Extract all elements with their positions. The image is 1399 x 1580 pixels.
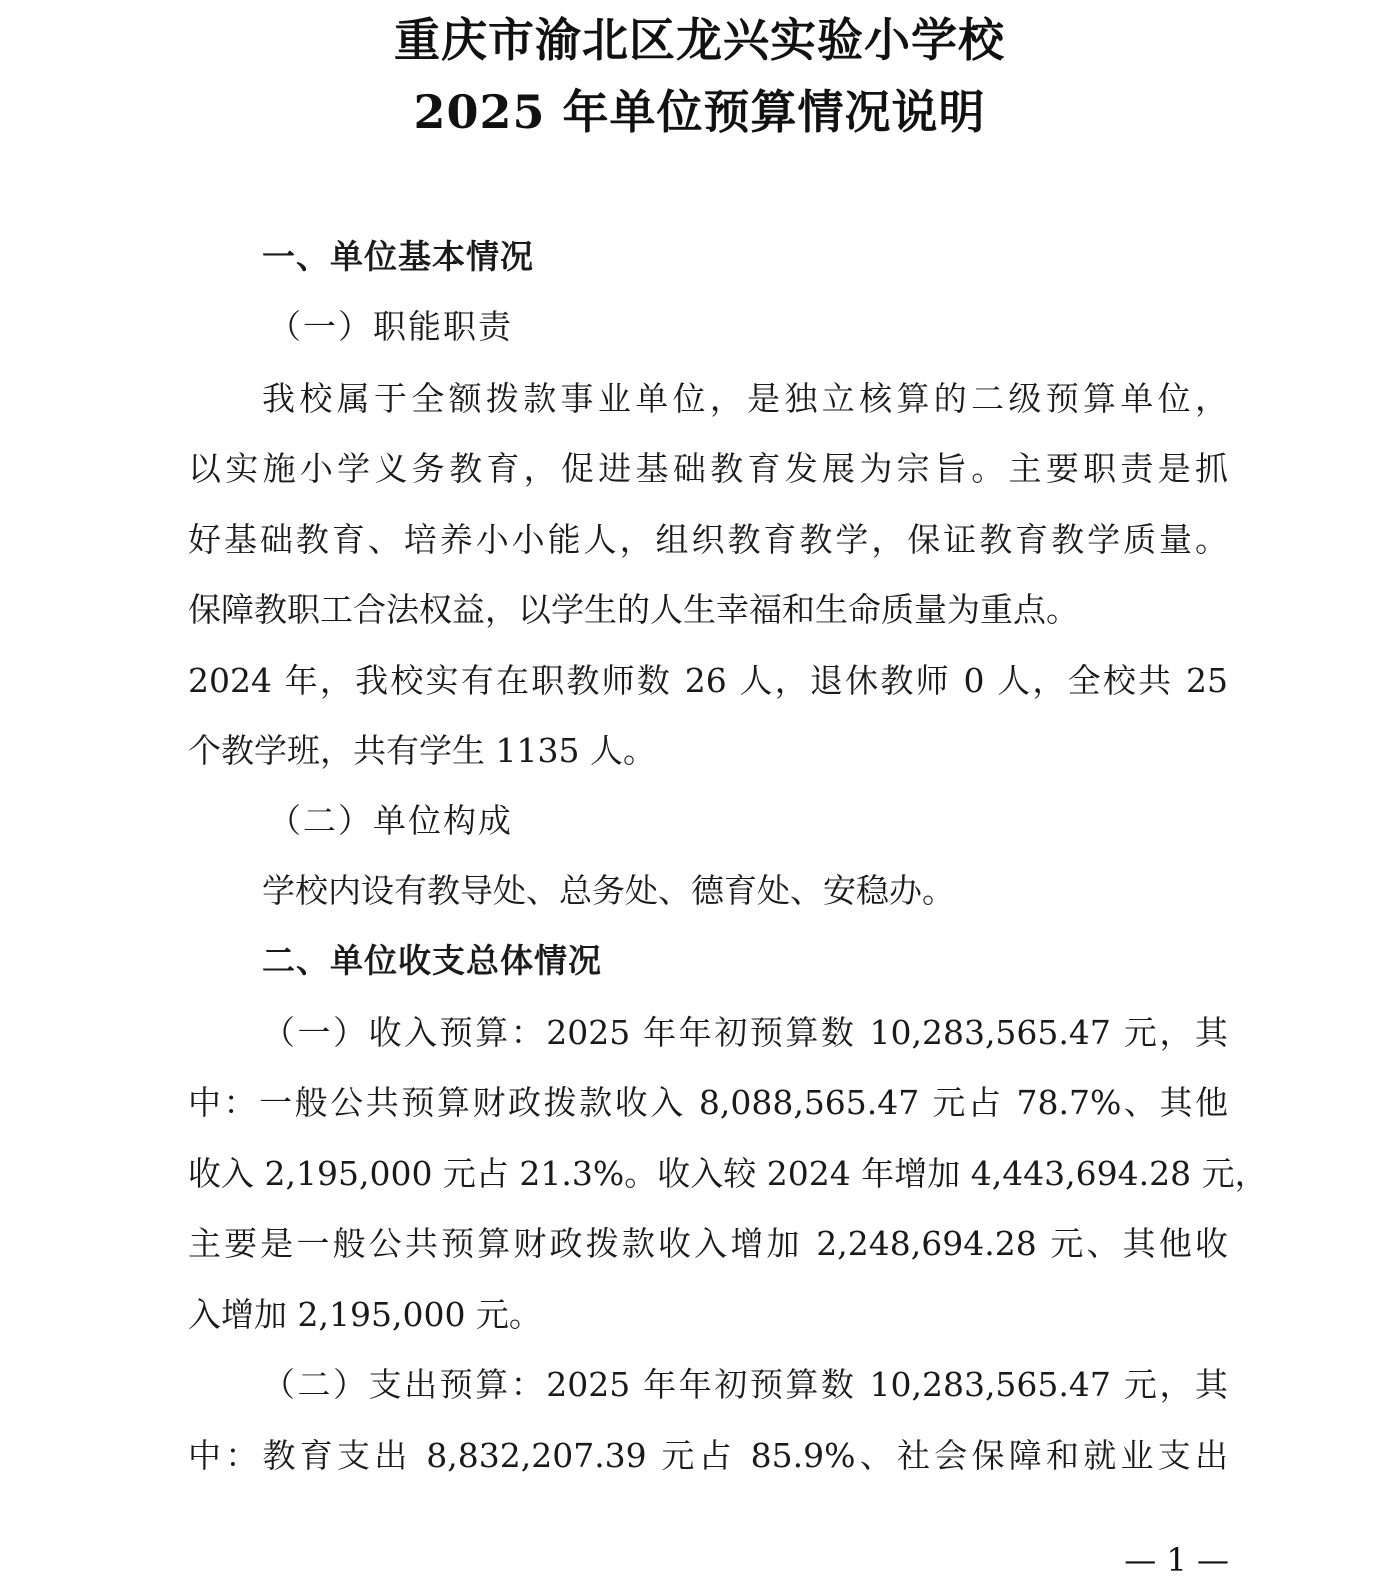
page-number: — 1 — bbox=[1124, 1541, 1229, 1579]
paragraph-line: （一）收入预算：2025 年年初预算数 10,283,565.47 元，其 bbox=[262, 1013, 1228, 1052]
paragraph-line: 入增加 2,195,000 元。 bbox=[188, 1295, 542, 1334]
paragraph-line: 2024 年，我校实有在职教师数 26 人，退休教师 0 人，全校共 25 bbox=[188, 661, 1228, 700]
subsection-heading-structure: （二）单位构成 bbox=[268, 801, 513, 840]
document-title: 重庆市渝北区龙兴实验小学校 bbox=[394, 13, 1005, 67]
paragraph-line: 中：一般公共预算财政拨款收入 8,088,565.47 元占 78.7%、其他 bbox=[188, 1083, 1228, 1122]
paragraph-line: （二）支出预算：2025 年年初预算数 10,283,565.47 元，其 bbox=[262, 1365, 1228, 1404]
paragraph-line: 保障教职工合法权益，以学生的人生幸福和生命质量为重点。 bbox=[188, 590, 1079, 629]
paragraph-line: 以实施小学义务教育，促进基础教育发展为宗旨。主要职责是抓 bbox=[188, 449, 1228, 488]
paragraph-line: 学校内设有教导处、总务处、德育处、安稳办。 bbox=[262, 871, 955, 910]
paragraph-line: 收入 2,195,000 元占 21.3%。收入较 2024 年增加 4,443,694.28 元， bbox=[188, 1154, 1268, 1193]
paragraph-line: 中：教育支出 8,832,207.39 元占 85.9%、社会保障和就业支出 bbox=[188, 1436, 1228, 1475]
subsection-heading-duties: （一）职能职责 bbox=[268, 307, 513, 346]
paragraph-line: 好基础教育、培养小小能人，组织教育教学，保证教育教学质量。 bbox=[188, 520, 1228, 559]
paragraph-line: 主要是一般公共预算财政拨款收入增加 2,248,694.28 元、其他收 bbox=[188, 1224, 1228, 1263]
section-heading-budget-overview: 二、单位收支总体情况 bbox=[262, 941, 602, 980]
paragraph-line: 我校属于全额拨款事业单位，是独立核算的二级预算单位， bbox=[262, 379, 1228, 418]
section-heading-basic-info: 一、单位基本情况 bbox=[262, 237, 534, 276]
document-subtitle: 2025 年单位预算情况说明 bbox=[413, 85, 986, 139]
paragraph-line: 个教学班，共有学生 1135 人。 bbox=[188, 731, 656, 770]
